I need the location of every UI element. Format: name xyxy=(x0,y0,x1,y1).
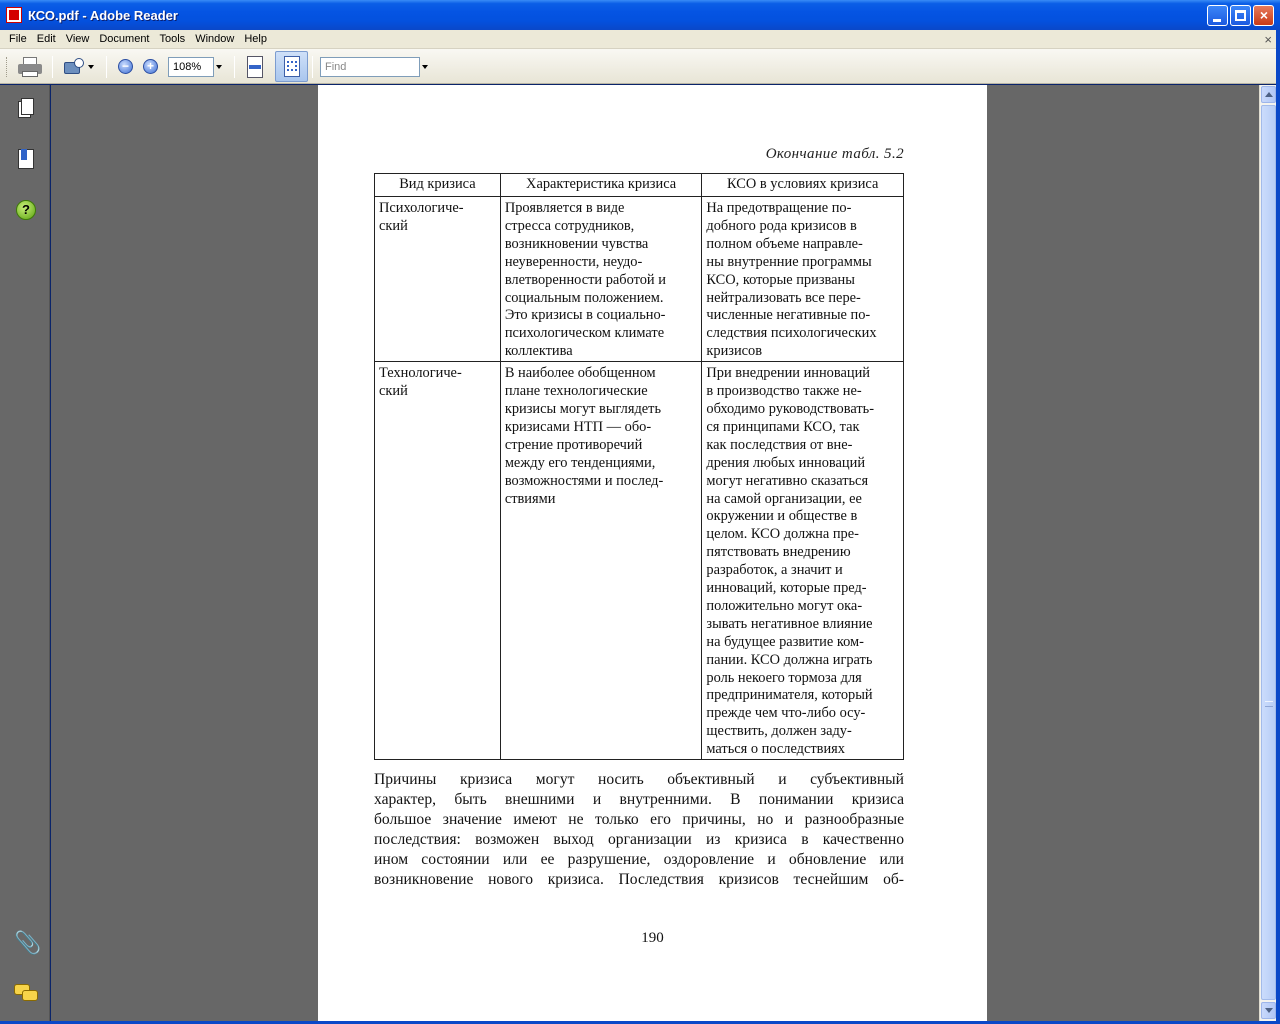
comments-icon[interactable] xyxy=(14,981,38,1005)
body-paragraph: Причины кризиса могут носить объективный и субъективный характер, быть внешними и внутренними. В понимании кризиса большое значение имеют не только его причины, но и разнообразные последствия: возможен выход организации из кризиса в качественно ином состоянии или ее разрушение, оздоровление и обновление или возникновение нового кризиса. Последствия кризисов теснейшим об- xyxy=(374,771,904,888)
select-tool-icon[interactable] xyxy=(62,56,92,78)
table-cell: Технологиче- ский xyxy=(375,362,501,760)
table-cell: На предотвращение по- добного рода кризисов в полном объеме направле- ны внутренние программы КСО, которые призваны нейтрализовать все пере- численные негативные по- следствия психологических кризисов xyxy=(702,197,904,362)
table-caption: Окончание табл. 5.2 xyxy=(765,146,904,162)
menu-help[interactable]: Help xyxy=(244,33,267,45)
maximize-button[interactable] xyxy=(1230,5,1251,26)
fit-width-button[interactable] xyxy=(275,51,308,82)
find-dropdown-icon[interactable] xyxy=(420,57,432,77)
print-icon[interactable] xyxy=(18,57,42,77)
toolbar-separator xyxy=(106,56,107,78)
table-row xyxy=(375,197,904,362)
menu-view[interactable]: View xyxy=(65,33,90,45)
scroll-up-button[interactable] xyxy=(1261,86,1276,103)
fit-page-icon[interactable] xyxy=(245,56,265,78)
pages-icon[interactable] xyxy=(14,98,38,122)
zoom-dropdown-icon[interactable] xyxy=(214,57,226,77)
document-view xyxy=(51,85,1259,1021)
vertical-scrollbar[interactable] xyxy=(1259,85,1276,1021)
document-close-icon[interactable]: × xyxy=(1264,32,1272,47)
bookmarks-icon[interactable] xyxy=(14,148,38,172)
scrollbar-grip xyxy=(1265,701,1273,707)
menu-window[interactable]: Window xyxy=(195,33,235,45)
close-icon: × xyxy=(1259,7,1269,23)
help-icon[interactable]: ? xyxy=(14,198,38,222)
table-cell: Проявляется в виде стресса сотрудников, возникновении чувства неуверенности, неудо- влетворенности работой и социальным положением. Это кризисы в социально- психологическом климате коллектива xyxy=(500,197,702,362)
menu-edit[interactable]: Edit xyxy=(36,33,56,45)
menu-document[interactable]: Document xyxy=(99,33,150,45)
minimize-icon xyxy=(1213,19,1221,22)
table-header-cell: Вид кризиса xyxy=(375,174,501,197)
window-frame-right xyxy=(1276,30,1280,1024)
window-title: КСО.pdf - Adobe Reader xyxy=(28,7,178,23)
navigation-panel xyxy=(0,85,50,1021)
page-number: 190 xyxy=(641,930,664,946)
maximize-icon xyxy=(1235,10,1246,21)
table-row xyxy=(375,362,904,760)
table-cell: В наиболее обобщенном плане технологические кризисы могут выглядеть кризисами НТП — обо- стрение противоречий между его тенденциями, возможностями и послед- ствиями xyxy=(500,362,702,760)
menu-file[interactable]: File xyxy=(9,33,27,45)
toolbar-grip[interactable] xyxy=(6,57,9,77)
menu-bar xyxy=(0,30,1280,49)
table-header-row xyxy=(375,174,904,197)
close-button[interactable] xyxy=(1253,5,1274,26)
table-cell: При внедрении инноваций в производство также не- обходимо руководствовать- ся принципами КСО, так как последствия от вне- дрения любых инноваций могут негативно сказаться на самой организации, ее окружении и обществе в целом. КСО должна пре- пятствовать внедрению разработок, а значит и инноваций, которые пред- положительно могут ока- зывать негативное влияние на будущее развитие ком- пании. КСО должна играть роль некоего тормоза для предпринимателя, который прежде чем что-либо осу- ществить, должен заду- маться о последствиях xyxy=(702,362,904,760)
find-input[interactable]: Find xyxy=(320,57,420,77)
scrollbar-thumb[interactable] xyxy=(1261,105,1276,1000)
crisis-table xyxy=(374,173,904,760)
zoom-out-button[interactable]: − xyxy=(118,59,133,74)
toolbar-separator xyxy=(312,56,313,78)
zoom-in-button[interactable]: + xyxy=(143,59,158,74)
toolbar-separator xyxy=(52,56,53,78)
table-header-cell: КСО в условиях кризиса xyxy=(702,174,904,197)
table-cell: Психологиче- ский xyxy=(375,197,501,362)
toolbar xyxy=(0,49,1280,84)
pdf-page xyxy=(318,85,987,1021)
minimize-button[interactable] xyxy=(1207,5,1228,26)
title-bar xyxy=(0,0,1280,30)
attachments-icon[interactable]: 📎 xyxy=(14,930,42,955)
table-header-cell: Характеристика кризиса xyxy=(500,174,702,197)
scroll-down-button[interactable] xyxy=(1261,1002,1276,1019)
toolbar-separator xyxy=(234,56,235,78)
pdf-app-icon xyxy=(6,7,22,23)
zoom-input[interactable]: 108% xyxy=(168,57,214,77)
menu-tools[interactable]: Tools xyxy=(159,33,186,45)
